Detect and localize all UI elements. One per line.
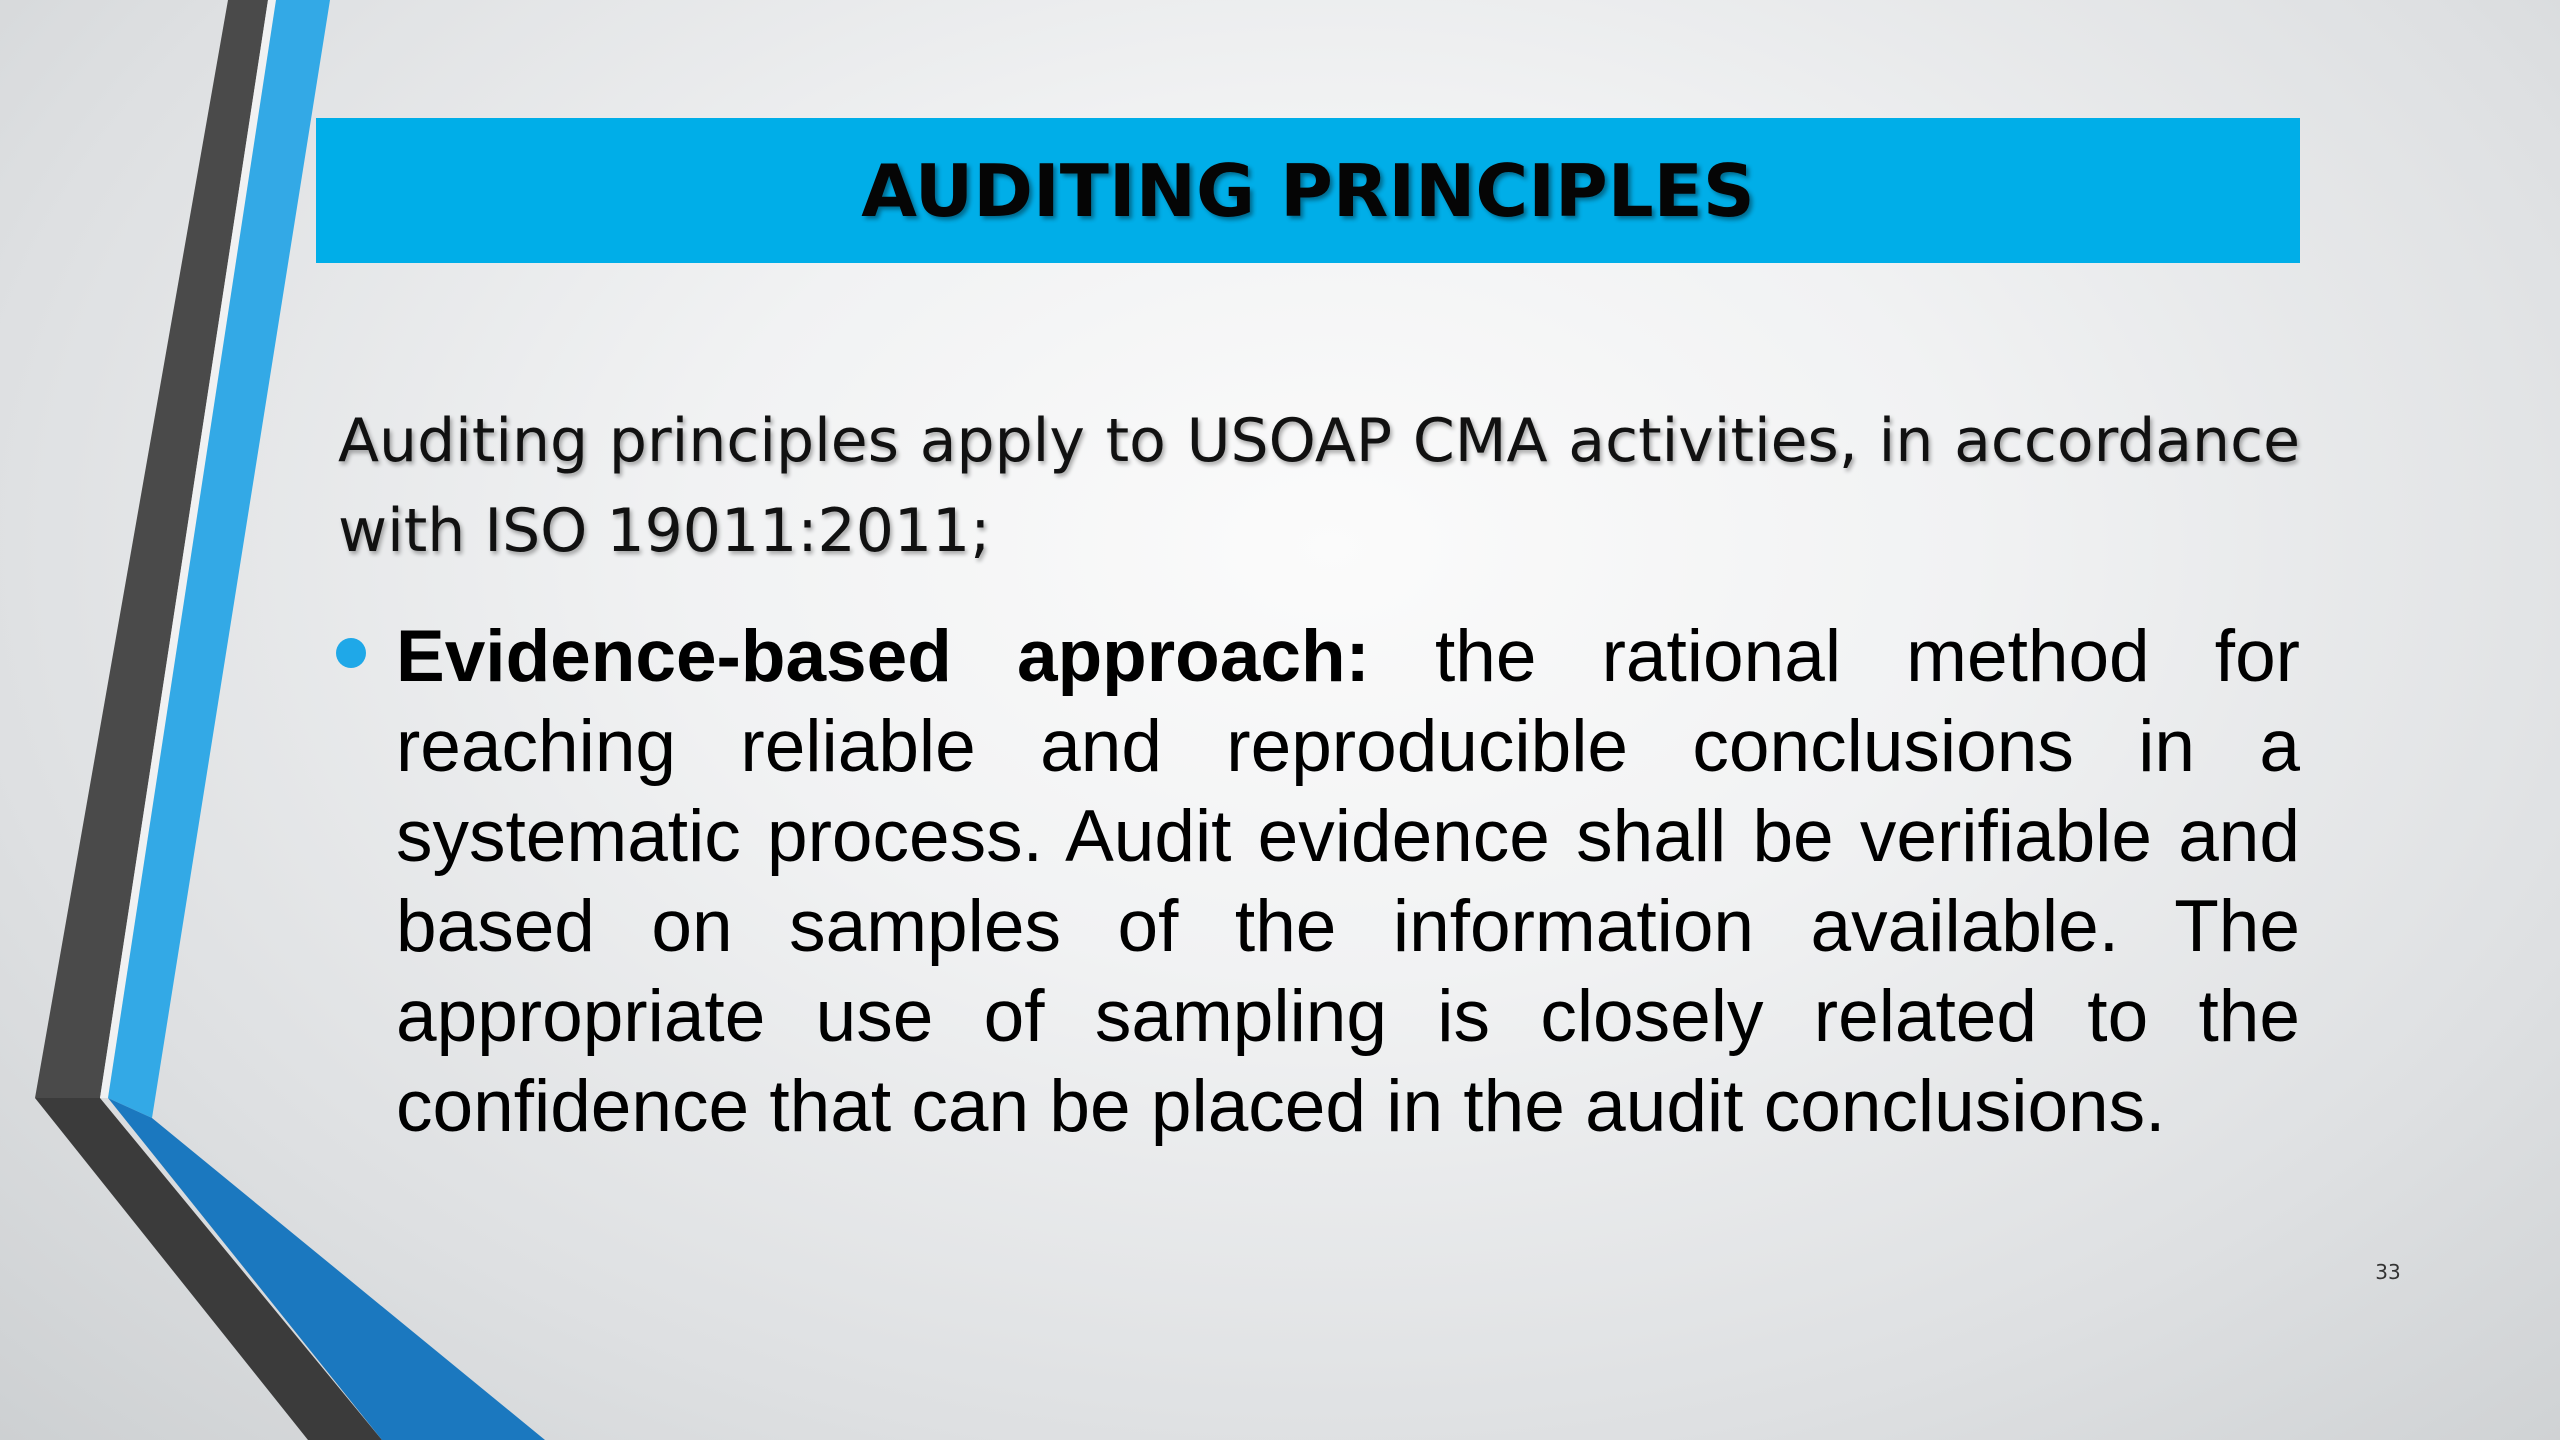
bullet-icon: [336, 638, 366, 668]
bullet-item: [336, 612, 2300, 1152]
decor-white-gap: [100, 0, 276, 1098]
bullet-term: Evidence-based approach:: [396, 616, 1370, 697]
intro-paragraph: Auditing principles apply to USOAP CMA activities, in accordance with ISO 19011:2011;: [338, 406, 2300, 566]
slide-title: AUDITING PRINCIPLES: [861, 148, 1755, 233]
title-bar: [316, 118, 2300, 263]
bullet-body: the rational method for reaching reliable and reproducible conclusions in a systematic process. Audit evidence shall be verifiable and based on samples of the information available. The appropriate use of sampling is closely related to the confidence that can be placed in the audit conclusions.: [396, 616, 2300, 1147]
bullet-text: [396, 612, 2300, 1152]
page-number: 33: [2375, 1260, 2401, 1284]
